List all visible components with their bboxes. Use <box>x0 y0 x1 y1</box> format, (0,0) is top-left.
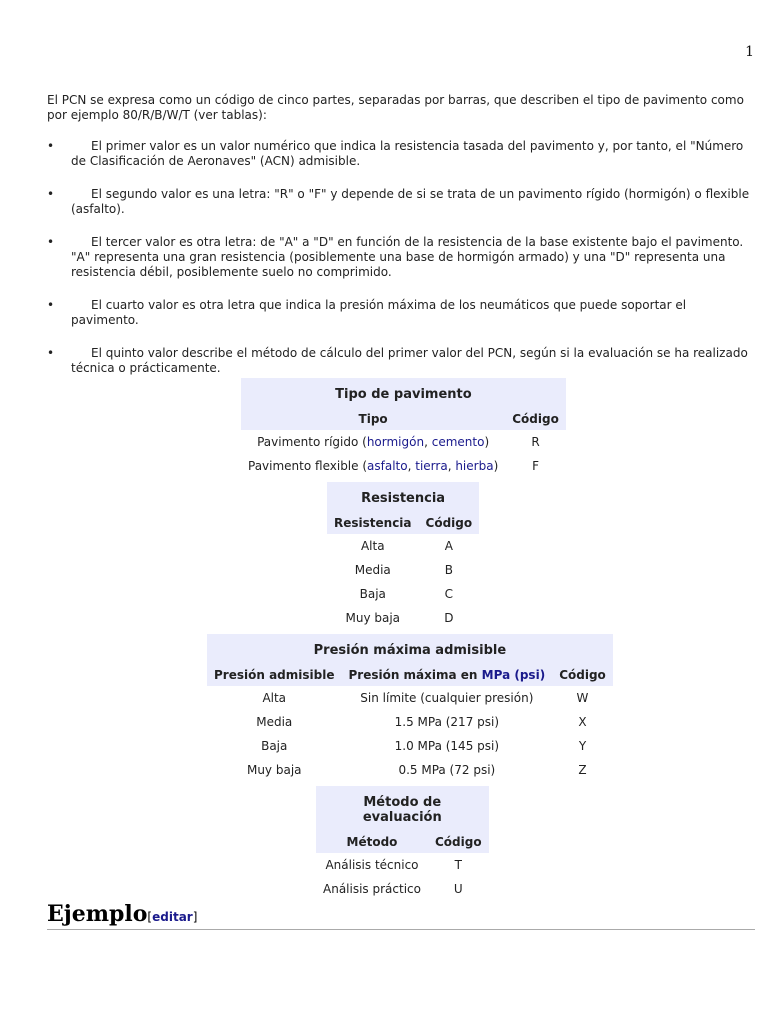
table-row <box>327 558 479 582</box>
bullet-icon: • <box>47 187 55 201</box>
link-tierra[interactable]: tierra <box>415 459 448 473</box>
table-cell: U <box>453 882 463 896</box>
table-row <box>327 534 479 558</box>
table-row <box>316 877 489 901</box>
table-caption: Resistencia <box>327 482 479 512</box>
section-title: Ejemplo <box>47 901 148 927</box>
table-cell: Media <box>354 563 391 577</box>
table-cell: Muy baja <box>345 611 401 625</box>
table-metodo-evaluacion <box>316 786 489 901</box>
bullet-icon: • <box>47 139 55 153</box>
page-number: 1 <box>745 44 754 60</box>
column-header: Presión máxima en MPa (psi) <box>341 664 552 686</box>
table-cell: Muy baja <box>246 763 302 777</box>
table-caption: Método de evaluación <box>316 786 489 831</box>
column-header: Código <box>552 664 613 686</box>
section-heading <box>47 901 755 930</box>
table-resistencia <box>327 482 479 630</box>
table-row <box>207 710 613 734</box>
table-row <box>316 853 489 877</box>
table-cell: 0.5 MPa (72 psi) <box>398 763 496 777</box>
table-row <box>207 734 613 758</box>
link-psi[interactable]: (psi) <box>514 668 546 682</box>
list-item <box>47 187 757 217</box>
table-cell: Alta <box>262 691 287 705</box>
table-cell: Análisis práctico <box>323 882 421 896</box>
list-item-text: El primer valor es un valor numérico que indica la resistencia tasada del pavimento y, por tanto, el "Número de Clasificación de Aeronaves" (ACN) admisible. <box>71 139 744 168</box>
table-row <box>327 582 479 606</box>
table-cell: Baja <box>359 587 386 601</box>
column-header: Código <box>505 408 566 430</box>
table-cell: Alta <box>360 539 385 553</box>
link-hierba[interactable]: hierba <box>455 459 494 473</box>
table-cell: B <box>444 563 453 577</box>
column-header: Presión admisible <box>207 664 341 686</box>
link-asfalto[interactable]: asfalto <box>367 459 408 473</box>
table-cell: Media <box>256 715 293 729</box>
table-cell: Pavimento rígido (hormigón, cemento) <box>257 435 490 449</box>
link-cemento[interactable]: cemento <box>431 435 485 449</box>
table-cell: X <box>578 715 587 729</box>
bullet-icon: • <box>47 298 55 312</box>
table-cell: T <box>454 858 462 872</box>
column-header: Resistencia <box>327 512 419 534</box>
table-cell: Sin límite (cualquier presión) <box>360 691 534 705</box>
table-tipo-pavimento <box>241 378 566 478</box>
table-cell: Baja <box>261 739 288 753</box>
pcn-parts-list <box>47 139 757 394</box>
bullet-icon: • <box>47 235 55 249</box>
edit-section: [editar] <box>147 910 198 924</box>
table-cell: Y <box>578 739 587 753</box>
table-row <box>207 686 613 710</box>
table-caption: Tipo de pavimento <box>241 378 566 408</box>
table-cell: Z <box>578 763 587 777</box>
link-hormigon[interactable]: hormigón <box>366 435 425 449</box>
table-row <box>241 430 566 454</box>
link-mpa[interactable]: MPa <box>481 668 511 682</box>
list-item <box>47 235 757 280</box>
table-presion-maxima <box>207 634 613 782</box>
table-cell: Pavimento flexible (asfalto, tierra, hierba) <box>248 459 499 473</box>
column-header: Método <box>316 831 428 853</box>
bullet-icon: • <box>47 346 55 360</box>
list-item <box>47 139 757 169</box>
list-item <box>47 298 757 328</box>
table-caption: Presión máxima admisible <box>207 634 613 664</box>
table-row <box>207 758 613 782</box>
table-row <box>241 454 566 478</box>
table-cell: C <box>444 587 454 601</box>
column-header: Tipo <box>241 408 505 430</box>
edit-link[interactable]: editar <box>152 910 193 924</box>
table-cell: W <box>576 691 589 705</box>
table-cell: F <box>532 459 539 473</box>
list-item-text: El cuarto valor es otra letra que indica la presión máxima de los neumáticos que puede soportar el pavimento. <box>71 298 687 327</box>
table-cell: R <box>531 435 540 449</box>
list-item-text: El quinto valor describe el método de cálculo del primer valor del PCN, según si la evaluación se ha realizado técnica o prácticamente. <box>71 346 748 375</box>
table-cell: A <box>444 539 453 553</box>
intro-paragraph: El PCN se expresa como un código de cinco partes, separadas por barras, que describen el tipo de pavimento como por ejemplo 80/R/B/W/T (ver tablas): <box>47 93 744 122</box>
list-item-text: El segundo valor es una letra: "R" o "F" y depende de si se trata de un pavimento rígido (hormigón) o flexible (asfalto). <box>71 187 750 216</box>
table-cell: 1.0 MPa (145 psi) <box>394 739 500 753</box>
table-row <box>327 606 479 630</box>
table-cell: 1.5 MPa (217 psi) <box>394 715 500 729</box>
table-cell: Análisis técnico <box>325 858 419 872</box>
list-item <box>47 346 757 376</box>
column-header: Código <box>419 512 480 534</box>
table-cell: D <box>444 611 454 625</box>
list-item-text: El tercer valor es otra letra: de "A" a "D" en función de la resistencia de la base existente bajo el pavimento. "A" representa una gran resistencia (posiblemente una base de hormigón armado) y una "D" representa una resistencia débil, posiblemente suelo no comprimido. <box>71 235 744 279</box>
column-header: Código <box>428 831 489 853</box>
